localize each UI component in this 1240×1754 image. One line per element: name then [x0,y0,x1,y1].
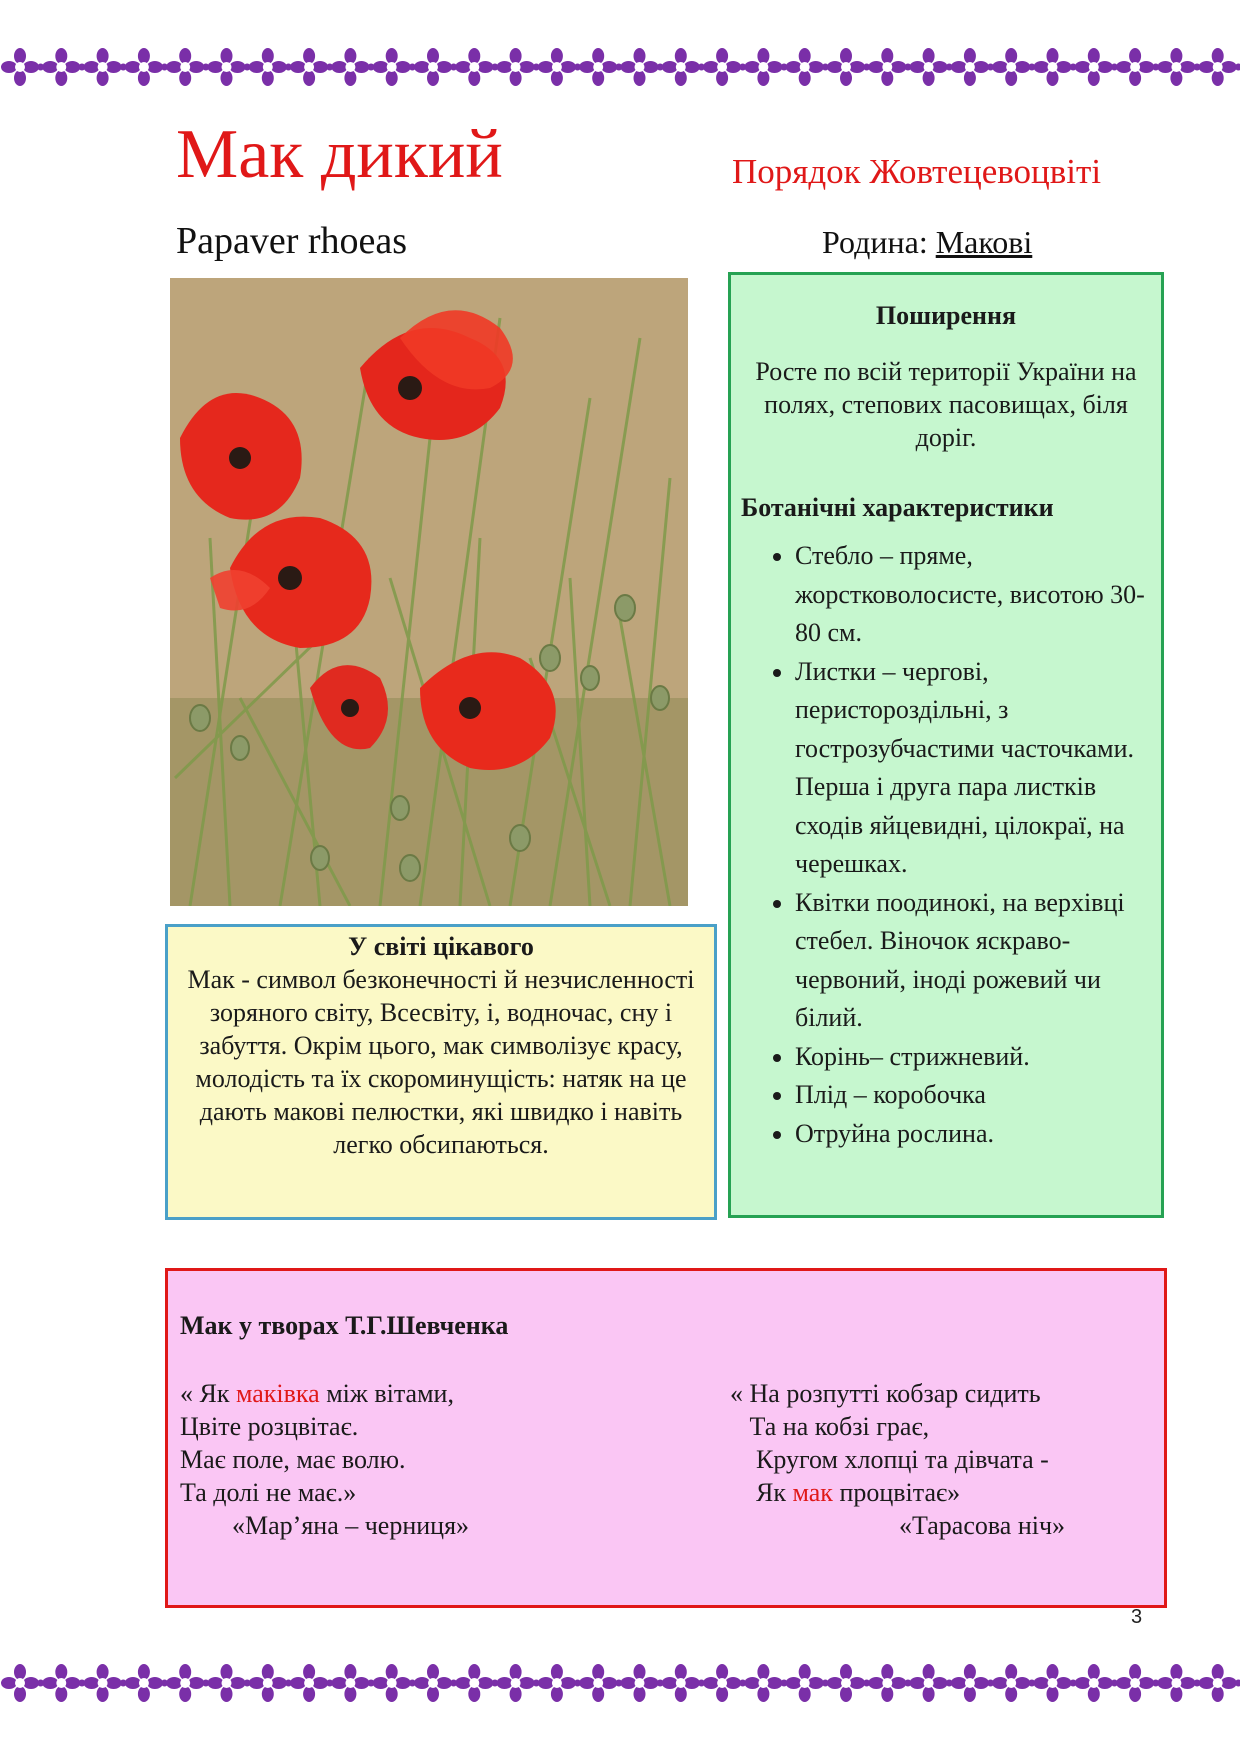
ornament-motif-icon [166,1664,209,1702]
ornament-motif-icon [538,1664,581,1702]
ornament-motif-icon [414,1664,457,1702]
ornament-motif-icon [1034,1664,1077,1702]
ornament-motif-icon [1,1664,44,1702]
ornament-motif-icon [208,48,251,86]
ornament-motif-icon [744,48,787,86]
top-ornament-border [0,44,1240,90]
poem-mariana [180,1377,469,1542]
ornament-motif-icon [538,48,581,86]
plant-family [822,226,1032,258]
ornament-motif-icon [868,48,911,86]
ornament-motif-icon [1157,48,1200,86]
ornament-motif-icon [208,1664,251,1702]
ornament-motif-icon [290,48,333,86]
ornament-motif-icon [455,48,498,86]
list-item: • Корінь– стрижневий. [795,1038,1153,1077]
ornament-motif-icon [992,1664,1035,1702]
ornament-motif-icon [249,48,292,86]
list-item: • Стебло – пряме, жорстковолосисте, висотою 30- 80 см. [795,537,1153,653]
ornament-motif-icon [1199,1664,1240,1702]
poem-line: Та на кобзі грає, [730,1412,930,1441]
highlighted-word: маківка [235,1379,320,1408]
ornament-motif-icon [621,48,664,86]
ornament-motif-icon [331,1664,374,1702]
poem-line: Та долі не має.» [180,1478,357,1507]
ornament-motif-icon [786,1664,829,1702]
ornament-motif-icon [1199,48,1240,86]
ornament-motif-icon [373,48,416,86]
ornament-motif-icon [42,1664,85,1702]
family-label: Родина: [822,224,936,260]
list-item: • Плід – коробочка [795,1076,1153,1115]
ornament-motif-icon [579,1664,622,1702]
ornament-motif-icon [125,48,168,86]
ornament-motif-icon [951,48,994,86]
ornament-motif-icon [125,1664,168,1702]
page-title: Мак дикий [176,116,503,193]
ornament-motif-icon [373,1664,416,1702]
poem-text: між вітами, [319,1379,454,1408]
ornament-motif-icon [1116,1664,1159,1702]
ornament-motif-icon [910,1664,953,1702]
ornament-motif-icon [84,1664,127,1702]
ornament-motif-icon [827,1664,870,1702]
ornament-motif-icon [249,1664,292,1702]
poppy-photo-icon [170,278,688,906]
ornament-motif-icon [868,1664,911,1702]
ornament-motif-icon [1,48,44,86]
bottom-ornament-border [0,1660,1240,1706]
ornament-motif-icon [331,48,374,86]
ornament-motif-icon [1075,48,1118,86]
ornament-motif-icon [497,48,540,86]
poem-source: «Тарасова ніч» [730,1511,1066,1540]
ornament-motif-icon [744,1664,787,1702]
ornament-motif-icon [827,48,870,86]
distribution-text: Росте по всій території України на полях, степових пасовищах, біля доріг. [755,357,1137,452]
ornament-motif-icon [1157,1664,1200,1702]
page-number: 3 [1131,1606,1143,1628]
ornament-motif-icon [1034,48,1077,86]
ornament-motif-icon [1075,1664,1118,1702]
ornament-motif-icon [579,48,622,86]
highlighted-word: мак [792,1478,833,1507]
poem-text: процвітає» [832,1478,961,1507]
interesting-heading: У світі цікавого [348,932,534,961]
ornament-motif-icon [621,1664,664,1702]
poppy-photo [170,278,688,906]
interesting-text: Мак - символ безконечності й незчисленності зоряного світу, Всесвіту, і, водночас, сну і забуття. Окрім цього, мак символізує красу, молодість та їх скороминущість: натяк на це дають макові пелюстки, які швидко і навіть легко обсипаються. [187,965,695,1159]
ornament-motif-icon [414,48,457,86]
ornament-motif-icon [166,48,209,86]
poem-line: Цвіте розцвітає. [180,1412,359,1441]
ornament-motif-icon [84,48,127,86]
poem-line: Кругом хлопці та дівчата - [730,1445,1049,1474]
plant-order: Порядок Жовтецевоцвіті [732,152,1102,191]
poem-tarasova-nich [730,1377,1065,1542]
ornament-motif-icon [455,1664,498,1702]
poems-heading: Мак у творах Т.Г.Шевченка [180,1311,509,1340]
poem-line [730,1476,1065,1509]
list-item: • Отруйна рослина. [795,1115,1153,1154]
poem-text: Як [730,1478,793,1507]
poems-box [165,1268,1167,1608]
poem-line: Має поле, має волю. [180,1445,406,1474]
ornament-motif-icon [497,1664,540,1702]
botanical-heading: Ботанічні характеристики [741,493,1054,522]
list-item: • Квітки поодинокі, на верхівці стебел. Віночок яскраво-червоний, іноді рожевий чи білий. [795,884,1153,1038]
ornament-motif-icon [662,48,705,86]
ornament-pattern-icon [0,1660,1240,1706]
ornament-motif-icon [951,1664,994,1702]
ornament-motif-icon [992,48,1035,86]
ornament-motif-icon [662,1664,705,1702]
ornament-motif-icon [290,1664,333,1702]
poem-line: « На розпутті кобзар сидить [730,1379,1041,1408]
latin-name: Papaver rhoeas [176,220,408,262]
poem-source: «Мар’яна – черниця» [180,1511,470,1540]
poem-line [180,1377,469,1410]
ornament-motif-icon [703,1664,746,1702]
family-value: Макові [935,224,1033,260]
poem-text: « Як [180,1379,236,1408]
botanical-list [771,537,1153,1153]
distribution-box [728,272,1164,1218]
ornament-motif-icon [1116,48,1159,86]
distribution-heading: Поширення [875,301,1017,330]
ornament-motif-icon [703,48,746,86]
ornament-motif-icon [910,48,953,86]
interesting-facts-box [165,924,717,1220]
ornament-motif-icon [42,48,85,86]
ornament-motif-icon [786,48,829,86]
list-item: • Листки – чергові, перистороздільні, з гострозубчастими часточками. Перша і друга пара листків сходів яйцевидні, цілокраї, на черешках. [795,653,1153,884]
ornament-pattern-icon [0,44,1240,90]
